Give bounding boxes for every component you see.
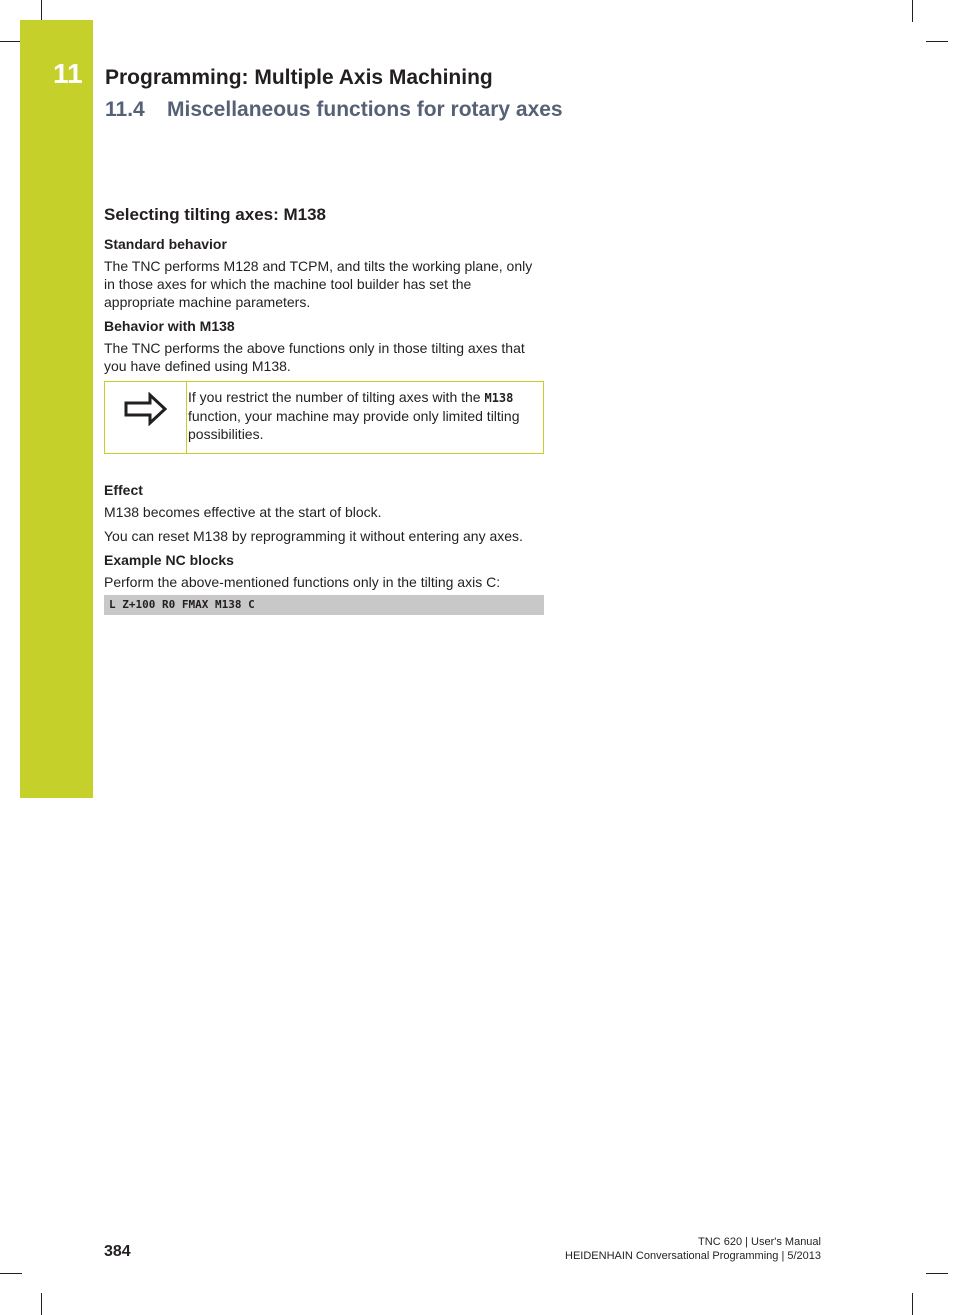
- chapter-side-bar: [20, 20, 93, 798]
- section-title-text: Miscellaneous functions for rotary axes: [167, 98, 563, 121]
- arrow-right-icon: [124, 392, 168, 426]
- page-heading: Selecting tilting axes: M138: [104, 205, 327, 224]
- crop-mark: [912, 0, 913, 22]
- footer-line-1: TNC 620 | User's Manual: [698, 1236, 821, 1248]
- note-box: [104, 381, 544, 454]
- crop-mark: [41, 1293, 42, 1315]
- crop-mark: [926, 1273, 948, 1274]
- crop-mark: [0, 1273, 22, 1274]
- note-code: M138: [484, 391, 514, 405]
- footer-line-2: HEIDENHAIN Conversational Programming | 5/2013: [565, 1250, 821, 1262]
- example-heading: Example NC blocks: [104, 552, 234, 568]
- standard-behavior-heading: Standard behavior: [104, 236, 227, 252]
- behavior-m138-text: The TNC performs the above functions only in those tilting axes that you have defined using M138.: [104, 340, 525, 374]
- chapter-number: 11: [53, 58, 83, 89]
- crop-mark: [41, 0, 42, 22]
- behavior-m138-heading: Behavior with M138: [104, 318, 235, 334]
- crop-mark: [0, 41, 22, 42]
- crop-mark: [926, 41, 948, 42]
- effect-heading: Effect: [104, 482, 143, 498]
- nc-code-block: L Z+100 R0 FMAX M138 C: [104, 595, 544, 615]
- chapter-title: Programming: Multiple Axis Machining: [105, 66, 493, 89]
- section-number: 11.4: [105, 98, 145, 121]
- crop-mark: [912, 1293, 913, 1315]
- main-content: [104, 204, 544, 615]
- standard-behavior-text: The TNC performs M128 and TCPM, and tilts the working plane, only in those axes for which the machine tool builder has set the appropriate machine parameters.: [104, 258, 533, 310]
- footer-info: [565, 1235, 821, 1263]
- note-text: If you restrict the number of tilting axes with the M138 function, your machine may provide only limited tilting possibilities.: [188, 389, 520, 442]
- page-number: 384: [104, 1243, 131, 1260]
- effect-text-1: M138 becomes effective at the start of block.: [104, 504, 382, 520]
- note-icon-cell: [105, 382, 187, 453]
- example-text: Perform the above-mentioned functions only in the tilting axis C:: [104, 574, 501, 590]
- section-title: [105, 98, 563, 122]
- effect-text-2: You can reset M138 by reprogramming it without entering any axes.: [104, 528, 523, 544]
